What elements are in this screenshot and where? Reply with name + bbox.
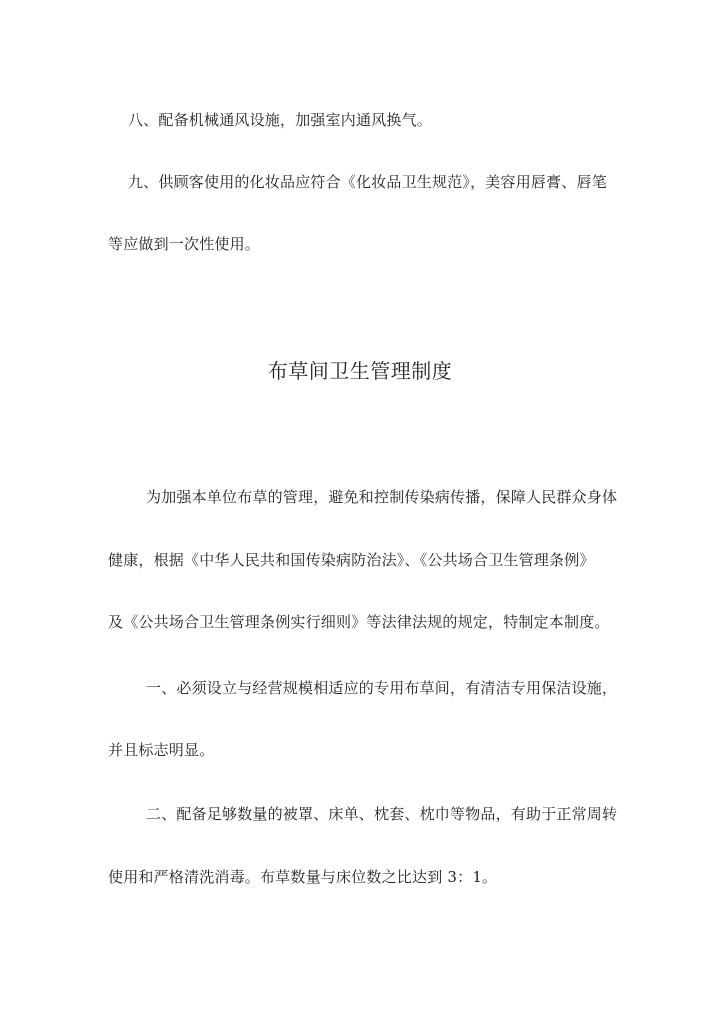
item-8-text: 八、配备机械通风设施，加强室内通风换气。: [128, 111, 433, 129]
item-1-line2: 并且标志明显。: [108, 741, 215, 759]
item-9-text-line1: 九、供顾客使用的化妆品应符合《化妆品卫生规范》，美容用唇膏、唇笔: [128, 173, 607, 191]
section-title: 布草间卫生管理制度: [267, 359, 453, 383]
item-2-line1: 二、配备足够数量的被罩、床单、枕套、枕巾等物品，有助于正常周转: [146, 805, 618, 823]
intro-line3: 及《公共场合卫生管理条例实行细则》等法律法规的规定，特制定本制度。: [108, 613, 610, 631]
item-1-line1: 一、必须设立与经营规模相适应的专用布草间，有清洁专用保洁设施，: [146, 679, 618, 697]
intro-line1: 为加强本单位布草的管理，避免和控制传染病传播，保障人民群众身体: [146, 488, 618, 506]
intro-line2: 健康，根据《中华人民共和国传染病防治法》、《公共场合卫生管理条例》: [108, 551, 595, 569]
item-9-text-line2: 等应做到一次性使用。: [108, 235, 261, 253]
item-2-line2: 使用和严格清洗消毒。布草数量与床位数之比达到 3：1。: [108, 868, 498, 886]
